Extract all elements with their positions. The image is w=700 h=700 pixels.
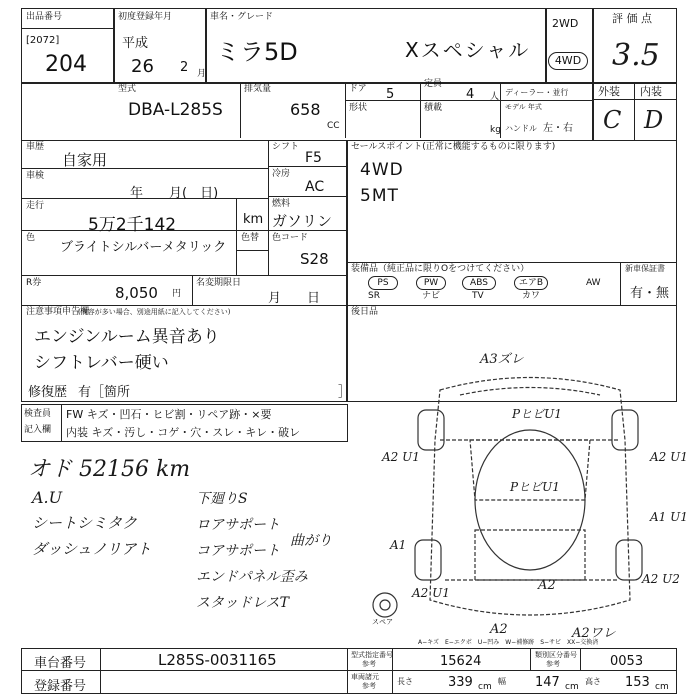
exterior-label: 外装 [598,85,620,98]
usage-value: 自家用 [62,151,108,169]
damage-legend: A−キズ E−エクボ U−凹み W−補修跡 S−サビ XX−交換済 [418,639,599,646]
reg-date-label: 初度登録年月 [118,12,173,22]
doors: 5 [386,87,395,102]
reg-month: 2 [180,60,189,75]
cc-unit: CC [327,121,340,131]
era: 平成 [122,36,149,51]
dim-label: 車両諸元 [351,673,379,681]
hand-right-4: エンドパネル歪み [196,569,308,585]
selling-point-1: 4WD [360,160,404,180]
damage-left-door: A1 [390,538,407,552]
height-unit: cm [655,682,669,692]
recycle-unit: 円 [172,289,182,299]
equip-pw: PW [416,276,446,290]
color-label: 色 [26,233,36,243]
equipment-label: 装備品（純正品に限りOをつけてください） [351,264,530,274]
equip-navi: ナビ [422,291,441,301]
damage-rear-bumper: A2 [490,622,508,637]
width-unit: cm [565,682,579,692]
inspector-outer: FW キズ・凹石・ヒビ割・リペア跡・×要 [66,408,272,421]
interior-grade: D [644,106,664,134]
lot-code: [2072] [26,35,60,46]
hand-right-5: スタッドレスT [196,595,289,611]
usage-label: 車歴 [26,142,45,152]
hand-odometer: オド 52156 km [28,457,191,482]
repair-label: 修復歴 [28,385,68,400]
warranty-label: 新車保証書 [625,264,665,273]
damage-front: A3ズレ [480,352,524,367]
model-code: DBA-L285S [128,100,223,120]
chassis-label: 車台番号 [34,656,87,671]
shaken-label: 車検 [26,171,45,181]
interior-label: 内装 [640,85,662,98]
handle-value: 左・右 [543,123,573,134]
handle-label: ハンドル [505,124,537,133]
dim-sub: 参考 [362,682,376,690]
score-label: 評 価 点 [612,12,652,25]
seat-unit: 人 [490,92,500,102]
mileage-value: 5万2千142 [88,215,177,235]
damage-left-front: A2 U1 [382,450,420,464]
ac-value: AC [305,179,325,195]
month-unit: 月 [197,69,207,79]
shift-label: シフト [272,142,300,152]
transfer-value: 月 日 [268,291,321,306]
notes-label: 注意事項申告欄 [26,307,90,317]
length-unit: cm [478,682,492,692]
drive-2wd: 2WD [552,17,579,30]
equip-aw: AW [586,278,601,288]
color-value: ブライトシルバーメタリック [60,240,227,255]
recycle-value: 8,050 [115,284,158,302]
score: 3.5 [612,38,660,73]
reg-year: 26 [131,56,154,77]
damage-right-front: A2 U1 [650,450,688,464]
recycle-label: R券 [26,278,42,288]
load-label: 積載 [424,103,443,113]
hand-right-1: 下廻りS [196,491,248,507]
reg-label: 登録番号 [34,679,87,694]
class-label: 類別区分番号 [535,651,577,659]
inspector-inner: 内装 キズ・汚し・コゲ・穴・スレ・キレ・破レ [66,426,301,439]
height-label: 高さ [585,677,601,686]
equip-abs: ABS [462,276,496,290]
color-change-label: 色替 [241,233,260,243]
damage-rear-hatch: A2 [538,578,556,593]
note-line-1: エンジンルーム異音あり [34,327,220,347]
color-code: S28 [300,250,329,268]
hand-left-1: A.U [32,488,63,507]
car-name: ミラ5D [216,38,298,66]
type-no-sub: 参考 [362,660,376,668]
damage-right-door: A1 U1 [650,510,688,524]
class-sub: 参考 [546,660,560,668]
grade: Xスペシャル [405,38,531,62]
warranty-value: 有・無 [630,286,670,301]
fuel-value: ガソリン [272,212,333,230]
dealer-label: ディーラー・並行 [505,88,569,97]
name-label: 車名・グレード [210,12,274,22]
damage-right-rear: A2 U2 [642,572,680,586]
equip-sr: SR [368,291,380,301]
selling-label: セールスポイント(正常に機能するものに限ります) [351,142,556,152]
repair-value: 有［箇所 [78,385,131,400]
length-label: 長さ [397,677,413,686]
lot-number: 204 [45,52,87,77]
notes-sub: (内容が多い場合、別途用紙に記入してください) [78,308,231,316]
class-no: 0053 [610,654,644,669]
hand-bent: 曲がり [290,533,332,549]
length-value: 339 [448,675,473,690]
width-label: 幅 [498,677,506,686]
repair-close: ］ [338,385,352,400]
equip-ps: PS [368,276,398,290]
seats: 4 [466,87,475,102]
hand-left-3: ダッシュノリアト [32,540,152,558]
door-label: ドア [349,84,367,94]
damage-left-rear: A2 U1 [412,586,450,600]
model-year-label: モデル 年式 [505,103,542,111]
model-label: 型式 [118,84,137,94]
transfer-label: 名変期限日 [196,278,242,288]
equip-airbag: エアB [514,276,548,290]
exterior-grade: C [603,106,622,134]
height-value: 153 [625,675,650,690]
equip-leather: カワ [522,291,541,301]
fuel-label: 燃料 [272,199,291,209]
km-unit: km [243,212,264,227]
color-code-label: 色コード [272,233,309,243]
hand-right-2: ロアサポート [196,517,280,533]
drive-4wd: 4WD [548,52,588,70]
shift-value: F5 [305,150,322,166]
damage-rear-crack: A2ワレ [572,626,616,641]
damage-roof: PヒビU1 [510,480,560,494]
damage-hood: PヒビU1 [512,407,562,421]
hand-right-3: コアサポート [196,543,280,559]
shape-label: 形状 [349,103,368,113]
selling-point-2: 5MT [360,186,399,206]
rear-label: 後日品 [351,307,379,317]
lot-label: 出品番号 [26,12,63,22]
mileage-label: 走行 [26,201,45,211]
width-value: 147 [535,675,560,690]
hand-left-2: シートシミタク [32,514,138,532]
type-no-label: 型式指定番号 [351,651,393,659]
inspector-label-2: 記入欄 [24,425,52,435]
inspector-label-1: 検査員 [24,409,52,419]
note-line-2: シフトレバー硬い [34,353,169,373]
type-no: 15624 [440,654,482,669]
seat-label: 定員 [424,79,443,89]
chassis-number: L285S-0031165 [158,651,277,669]
ac-label: 冷房 [272,169,291,179]
cc-label: 排気量 [244,84,272,94]
kg-unit: kg [490,125,501,135]
equip-tv: TV [472,291,484,301]
spare-label: スペア [372,618,393,626]
displacement: 658 [290,100,321,119]
shaken-value: 年 月( 日) [130,186,219,201]
